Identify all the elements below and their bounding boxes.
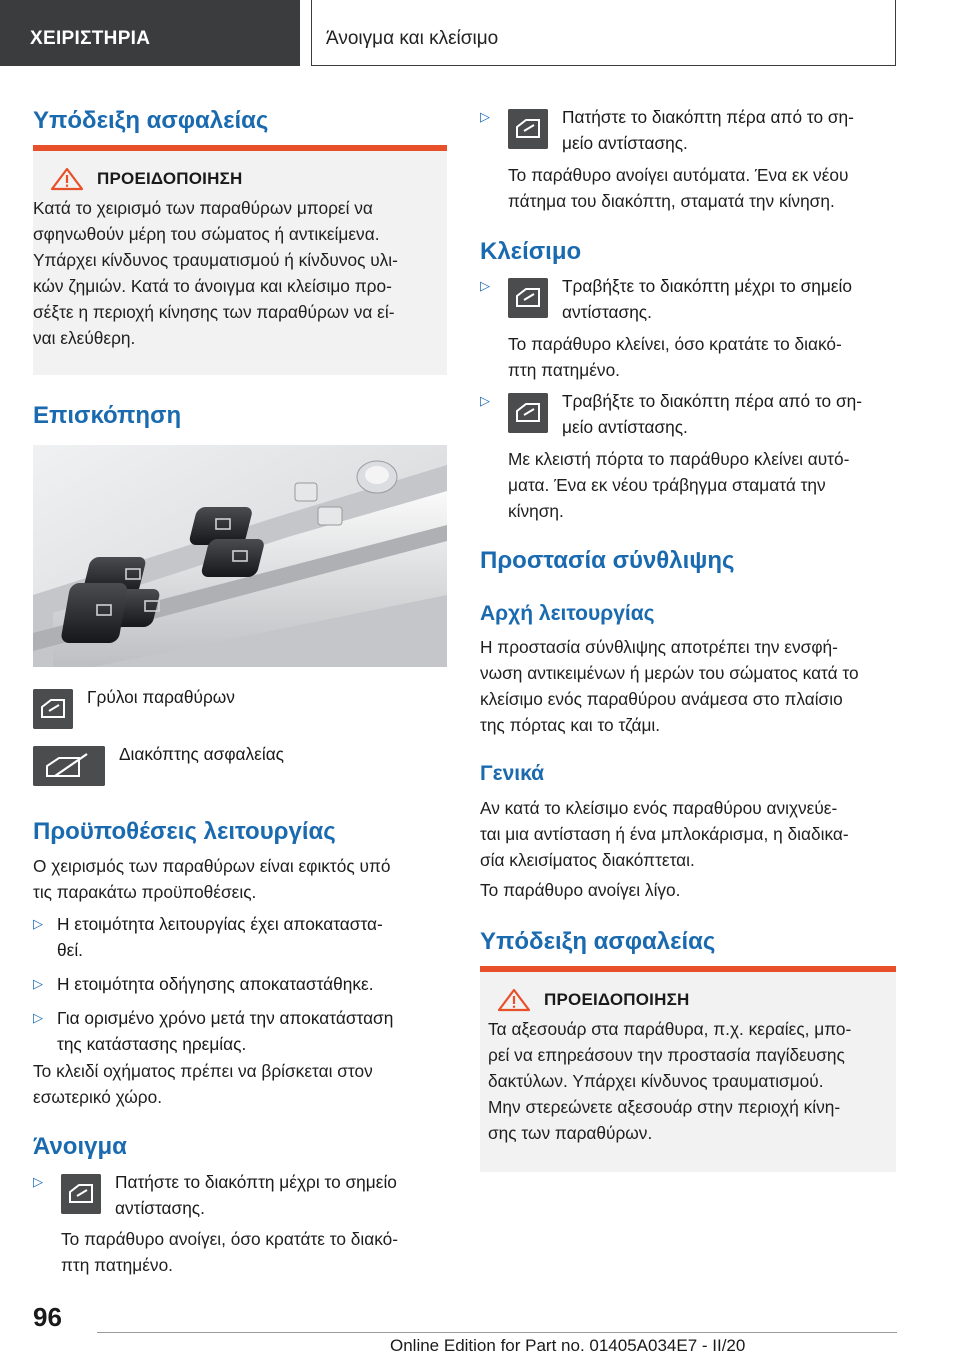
general-text: Αν κατά το κλείσιμο ενός παραθύρου ανιχνεύε- ται μια αντίσταση ή ένα μπλοκάρισμα, η διαδικα- σία κλεισίματος διακόπτεται. (480, 798, 849, 870)
key-note: Το κλειδί οχήματος πρέπει να βρίσκεται στον εσωτερικό χώρο. (33, 1061, 373, 1107)
open-heading: Άνοιγμα (33, 1133, 127, 1160)
open-step-2-result: Το παράθυρο ανοίγει αυτόματα. Ένα εκ νέου πάτημα του διακόπτη, σταματά την κίνηση. (508, 165, 849, 211)
prerequisites-heading: Προϋποθέσεις λειτουργίας (33, 818, 336, 845)
warning-text: Τα αξεσουάρ στα παράθυρα, π.χ. κεραίες, μπο- ρεί να επηρεάσουν την προστασία παγίδευσης δακτύλων. Υπάρχει κίνδυνος τραυματισμού. Μην στερεώνετε αξεσουάρ στην περιοχή κίνη- σης των παραθύρων. (488, 1019, 852, 1143)
open-step-1-result: Το παράθυρο ανοίγει, όσο κρατάτε το διακό- πτη πατημένο. (61, 1229, 399, 1275)
page-number: 96 (33, 1302, 62, 1332)
triangle-bullet-icon: ▷ (480, 278, 490, 293)
triangle-bullet-icon: ▷ (33, 976, 43, 991)
warning-title: ΠΡΟΕΙΔΟΠΟΙΗΣΗ (39, 167, 433, 191)
safety-heading: Υπόδειξη ασφαλείας (33, 107, 269, 134)
close-step-2: ▷ Τραβήξτε το διακόπτη πέρα από το ση- μείο αντίστασης. (480, 388, 896, 440)
window-switch-panel-illustration (33, 445, 447, 667)
open-step-2: ▷ Πατήστε το διακόπτη πέρα από το ση- μείο αντίστασης. (480, 104, 896, 156)
general-heading: Γενικά (480, 762, 545, 785)
triangle-bullet-icon: ▷ (480, 109, 490, 124)
window-switches-photo (33, 445, 447, 667)
window-switch-icon (508, 393, 548, 433)
footer-edition: Online Edition for Part no. 01405A034E7 - II/20 (390, 1336, 746, 1355)
section-title: ΧΕΙΡΙΣΤΗΡΙΑ (0, 0, 300, 66)
window-switch-icon (33, 689, 73, 729)
open-step-1: ▷ Πατήστε το διακόπτη μέχρι το σημείο αντίστασης. (33, 1169, 447, 1221)
pinch-protection-heading: Προστασία σύνθλιψης (480, 547, 735, 574)
warning-box-1 (33, 145, 447, 375)
prerequisites-list (33, 911, 447, 1057)
legend-window-lifters: Γρύλοι παραθύρων (33, 684, 235, 729)
warning-box-2 (480, 966, 896, 1172)
chapter-title: Άνοιγμα και κλείσιμο (311, 0, 896, 66)
footer-divider (97, 1332, 897, 1333)
prerequisites-intro: Ο χειρισμός των παραθύρων είναι εφικτός υπό τις παρακάτω προϋποθέσεις. (33, 856, 391, 902)
warning-text: Κατά το χειρισμό των παραθύρων μπορεί να σφηνωθούν μέρη του σώματος ή αντικείμενα. Υπάρχει κίνδυνος τραυματισμού ή κίνδυνος υλι- κών ζημιών. Κατά το άνοιγμα και κλείσιμο προ- σέξτε η περιοχή κίνησης των παραθύρων να εί- ναι ελεύθερη. (33, 198, 398, 348)
triangle-bullet-icon: ▷ (480, 393, 490, 408)
triangle-bullet-icon: ▷ (33, 1174, 43, 1189)
close-step-1: ▷ Τραβήξτε το διακόπτη μέχρι το σημείο αντίστασης. (480, 273, 896, 325)
page-header (0, 0, 960, 66)
window-switch-icon (61, 1174, 101, 1214)
close-heading: Κλείσιμο (480, 238, 582, 265)
list-item: ▷ Για ορισμένο χρόνο μετά την αποκατάσταση της κατάστασης ηρεμίας. (33, 1005, 447, 1057)
window-switch-icon (508, 278, 548, 318)
principle-text: Η προστασία σύνθλιψης αποτρέπει την ενσφή- νωση αντικειμένων ή μερών του σώματος κατά το κλείσιμο ενός παραθύρου ανάμεσα στο πλαίσιο της πόρτας και το τζάμι. (480, 637, 859, 735)
warning-title: ΠΡΟΕΙΔΟΠΟΙΗΣΗ (486, 988, 882, 1012)
warning-triangle-icon (49, 167, 85, 191)
legend-safety-switch: Διακόπτης ασφαλείας (33, 741, 284, 786)
warning-triangle-icon (496, 988, 532, 1012)
window-switch-icon (508, 109, 548, 149)
list-item: ▷ Η ετοιμότητα οδήγησης αποκαταστάθηκε. (33, 971, 447, 997)
safety-switch-icon (33, 746, 105, 786)
triangle-bullet-icon: ▷ (33, 916, 43, 931)
overview-heading: Επισκόπηση (33, 402, 182, 429)
triangle-bullet-icon: ▷ (33, 1010, 43, 1025)
list-item: ▷ Η ετοιμότητα λειτουργίας έχει αποκαταστα- θεί. (33, 911, 447, 963)
close-step-2-result: Με κλειστή πόρτα το παράθυρο κλείνει αυτό- ματα. Ένα εκ νέου τράβηγμα σταματά την κίνηση. (508, 449, 850, 521)
close-step-1-result: Το παράθυρο κλείνει, όσο κρατάτε το διακό- πτη πατημένο. (508, 334, 842, 380)
principle-heading: Αρχή λειτουργίας (480, 602, 655, 625)
general-text-2: Το παράθυρο ανοίγει λίγο. (480, 880, 681, 900)
safety-heading-2: Υπόδειξη ασφαλείας (480, 928, 716, 955)
